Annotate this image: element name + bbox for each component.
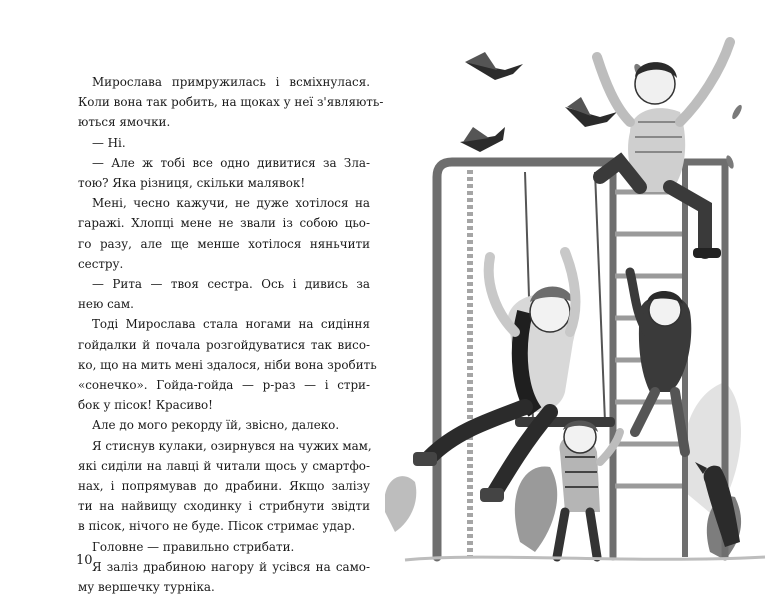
bird-icon (465, 52, 523, 80)
text-line: Мені, чесно кажучи, не дуже хотілося на (92, 196, 370, 211)
text-line: нею сам. (78, 297, 134, 312)
text-line: нах, і попрямував до драбини. Якщо залізу (78, 479, 370, 494)
text-line: гойдалки й почала розгойдуватися так висо- (78, 337, 370, 352)
text-line: ко, що на мить мені здалося, ніби вона зробить (78, 357, 377, 372)
text-line: бок у пісок! Красиво! (78, 398, 213, 413)
text-line: му вершечку турніка. (78, 580, 215, 595)
text-line: Я стиснув кулаки, озирнувся на чужих мам, (92, 438, 372, 453)
text-line: Я заліз драбиною нагору й усівся на само- (92, 559, 370, 574)
playground-illustration (385, 12, 780, 600)
text-line: Але до мого рекорду їй, звісно, далеко. (92, 418, 340, 433)
bird-icon (565, 97, 617, 127)
text-line: ти на найвищу сходинку і стрибнути звідти (78, 499, 370, 514)
text-line: Мирослава примружилась і всміхнулася. (92, 75, 370, 89)
text-line: гаражі. Хлопці мене не звали із собою цьо- (78, 216, 370, 231)
text-line: «сонечко». Гойда-гойда — р-раз — і стри- (78, 378, 370, 393)
sand-ground (405, 557, 765, 560)
text-line: — Рита — твоя сестра. Ось і дивись за (92, 277, 370, 292)
text-line: Коли вона так робить, на щоках у неї з'являють- (78, 95, 384, 110)
text-line: го разу, але ще менше хотілося няньчити (78, 236, 370, 251)
text-line: — Ні. (92, 135, 126, 150)
text-line: Головне — правильно стрибати. (92, 539, 295, 554)
boy-figure (597, 42, 730, 258)
text-line: які сиділи на лавці й читали щось у смартфо- (78, 458, 370, 473)
body-text (78, 72, 384, 597)
text-line: в пісок, нічого не буде. Пісок стримає удар. (78, 519, 356, 534)
text-line: — Але ж тобі все одно дивитися за Зла- (92, 155, 370, 170)
text-line: ються ямочки. (78, 115, 171, 130)
text-line: Тоді Мирослава стала ногами на сидіння (92, 317, 370, 332)
page-number: 10 (76, 553, 93, 568)
text-line: сестру. (78, 256, 124, 271)
text-line: тою? Яка різниця, скільки малявок! (78, 176, 306, 191)
bird-icon (460, 127, 505, 152)
